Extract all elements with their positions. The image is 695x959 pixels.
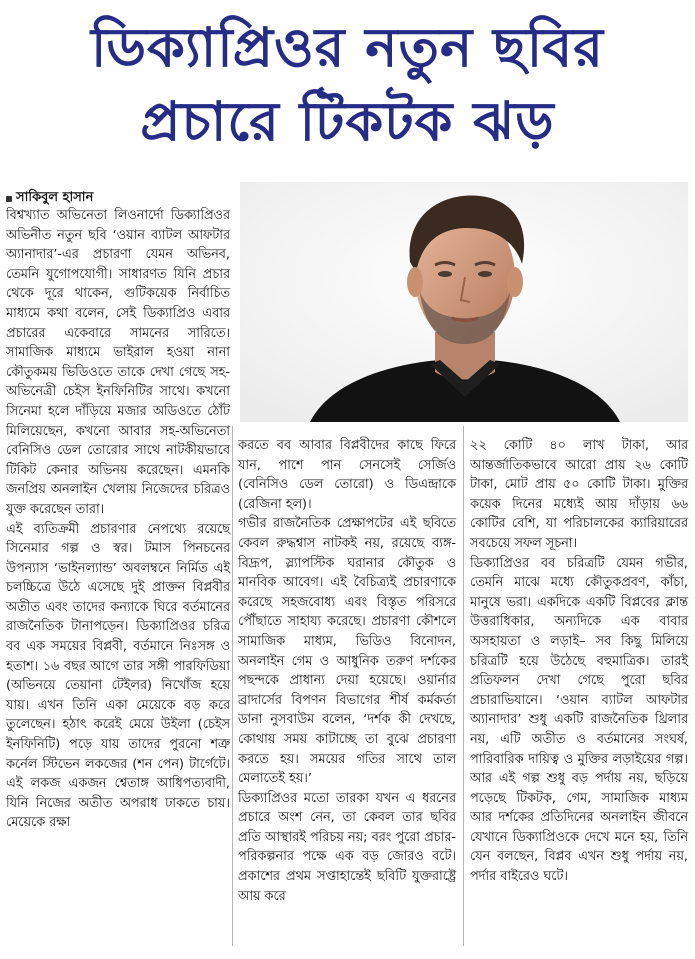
- paragraph: করতে বব আবার বিপ্লবীদের কাছে ফিরে যান, পাশে পান সেনসেই সের্জিও (বেনিসিও ডেল তোরো) ও ডিএন্দ্রাকে (রেজিনা হল)।: [238, 438, 456, 512]
- column-divider: [463, 426, 464, 946]
- portrait-photo: [240, 182, 688, 422]
- headline-line-1: ডিক্যাপ্রিওর নতুন ছবির: [90, 16, 604, 79]
- paragraph: ডিক্যাপ্রিওর মতো তারকা যখন এ ধরনের প্রচারে অংশ নেন, তা কেবল তার ছবির প্রতি আস্থারই পরিচয় নয়; বরং পুরো প্রচার-পরিকল্পনার পক্ষে এক বড় জোরও বটে। প্রকাশের প্রথম সপ্তাহান্তেই ছবিটি যুক্তরাষ্ট্রে আয় করে: [238, 790, 456, 904]
- paragraph: ২২ কোটি ৪০ লাখ টাকা, আর আন্তর্জাতিকভাবে আরো প্রায় ২৬ কোটি টাকা, মোট প্রায় ৫০ কোটি টাকা। মুক্তির কয়েক দিনের মধ্যেই আয় দাঁড়ায় ৬৬ কোটির বেশি, যা পরিচালকের ক্যারিয়ারের সবচেয়ে সফল সূচনা।: [470, 438, 688, 551]
- article-column-3: [470, 436, 688, 887]
- paragraph: গভীর রাজনৈতিক প্রেক্ষাপটের এই ছবিতে কেবল রুদ্ধশ্বাস নাটকই নয়, রয়েছে ব্যঙ্গ-বিদ্রূপ, স্ল্যাপস্টিক ঘরানার কৌতুক ও মানবিক আবেগ। এই বৈচিত্র্যই প্রচারণাকে করেছে সহজবোধ্য এবং বিস্তৃত পরিসরে পৌঁছাতে সাহায্য করেছে। প্রচারণা কৌশলে সামাজিক মাধ্যম, ভিডিও বিনোদন, অনলাইন গেম ও আধুনিক তরুণ দর্শকের পছন্দকে প্রাধান্য দেয়া হয়েছে। ওয়ার্নার ব্রাদার্সের বিপণন বিভাগের শীর্ষ কর্মকর্তা ডানা নুসবাউম বলেন, ‘দর্শক কী দেখছে, কোথায় সময় কাটাচ্ছে তা বুঝে প্রচারণা করতে হয়। সময়ের গতির সাথে তাল মেলাতেই হয়।’: [238, 516, 456, 787]
- author-name: সাকিবুল হাসান: [16, 190, 94, 205]
- headline-line-2: প্রচারে টিকটক ঝড়: [140, 90, 555, 153]
- paragraph: ডিক্যাপ্রিওর বব চরিত্রটি যেমন গভীর, তেমনি মাঝে মধ্যে কৌতুকপ্রবণ, কাঁচা, মানুষে ভরা। একদিকে একটি বিপ্লবের ক্লান্ত উত্তরাধিকার, অন্যদিকে এক বাবার অসহায়তা ও লড়াই– সব কিছু মিলিয়ে চরিত্রটি হয়ে উঠেছে বহুমাত্রিক। তারই প্রতিফলন দেখা গেছে পুরো ছবির প্রচারাভিযানে। ‘ওয়ান ব্যাটল আফটার অ্যানাদার’ শুধু একটি রাজনৈতিক থ্রিলার নয়, এটি অতীত ও বর্তমানের সংঘর্ষ, পারিবারিক দায়িত্ব ও মুক্তির লড়াইয়ের গল্প। আর এই গল্প শুধু বড় পর্দায় নয়, ছড়িয়ে পড়েছে টিকটক, গেম, সামাজিক মাধ্যম আর দর্শকের প্রতিদিনের অনলাইন জীবনে যেখানে ডিক্যাপ্রিওকে দেখে মনে হয়, তিনি যেন বলছেন, বিপ্লব এখন শুধু পর্দায় নয়, পর্দার বাইরেও ঘটে।: [470, 555, 688, 885]
- paragraph: বিশ্বখ্যাত অভিনেতা লিওনার্দো ডিক্যাপ্রিওর অভিনীত নতুন ছবি ‘ওয়ান ব্যাটল আফটার অ্যানাদার’-এর প্রচারণা যেমন অভিনব, তেমনি যুগোপযোগী। সাধারণত যিনি প্রচার থেকে দূরে থাকেন, গুটিকয়েক নির্বাচিত মাধ্যমে কথা বলেন, সেই ডিক্যাপ্রিও এবার প্রচারের একেবারে সামনের সারিতে। সামাজিক মাধ্যমে ভাইরাল হওয়া নানা কৌতুকময় ভিডিওতে তাকে দেখা গেছে সহ-অভিনেত্রী চেইস ইনফিনিটির সাথে। কখনো সিনেমা হলে দাঁড়িয়ে মজার অডিওতে ঠোঁট মিলিয়েছেন, কখনো আবার সহ-অভিনেতা বেনিসিও ডেল তোরোর সাথে নাটকীয়ভাবে টিকিট কেনার অভিনয় করেছেন। এমনকি জনপ্রিয় অনলাইন খেলায় নিজেদের চরিত্রও যুক্ত করেছেন তারা।: [6, 208, 230, 517]
- article-column-1: [6, 206, 230, 833]
- portrait-illustration: [240, 182, 688, 422]
- bullet-icon: [6, 196, 12, 202]
- article-column-2: [238, 436, 456, 906]
- paragraph: এই ব্যতিক্রমী প্রচারণার নেপথ্যে রয়েছে সিনেমার গল্প ও স্বর। টমাস পিনচনের উপন্যাস ‘ভাইনল্যান্ড’ অবলম্বনে নির্মিত এই চলচ্চিত্রে উঠে এসেছে দুই প্রাক্তন বিপ্লবীর অতীত এবং তাদের কন্যাকে ঘিরে বর্তমানের রাজনৈতিক টানাপড়েন। ডিক্যাপ্রিওর চরিত্র বব এক সময়ের বিপ্লবী, বর্তমানে নিঃসঙ্গ ও হতাশ। ১৬ বছর আগে তার সঙ্গী পারফিডিয়া (অভিনয়ে তেয়ানা টেইলর) নিখোঁজ হয়ে যায়। এখন তিনি একা মেয়েকে বড় করে তুলেছেন। হঠাৎ করেই মেয়ে উইলা (চেইস ইনফিনিটি) পড়ে যায় তাদের পুরনো শত্রু কর্নেল স্টিভেন লকজের (শন পেন) টার্গেটে। এই লকজ একজন শ্বেতাঙ্গ আধিপত্যবাদী, যিনি নিজের অতীত অপরাধ ঢাকতে চায়। মেয়েকে রক্ষা: [6, 521, 230, 831]
- column-divider: [232, 426, 233, 946]
